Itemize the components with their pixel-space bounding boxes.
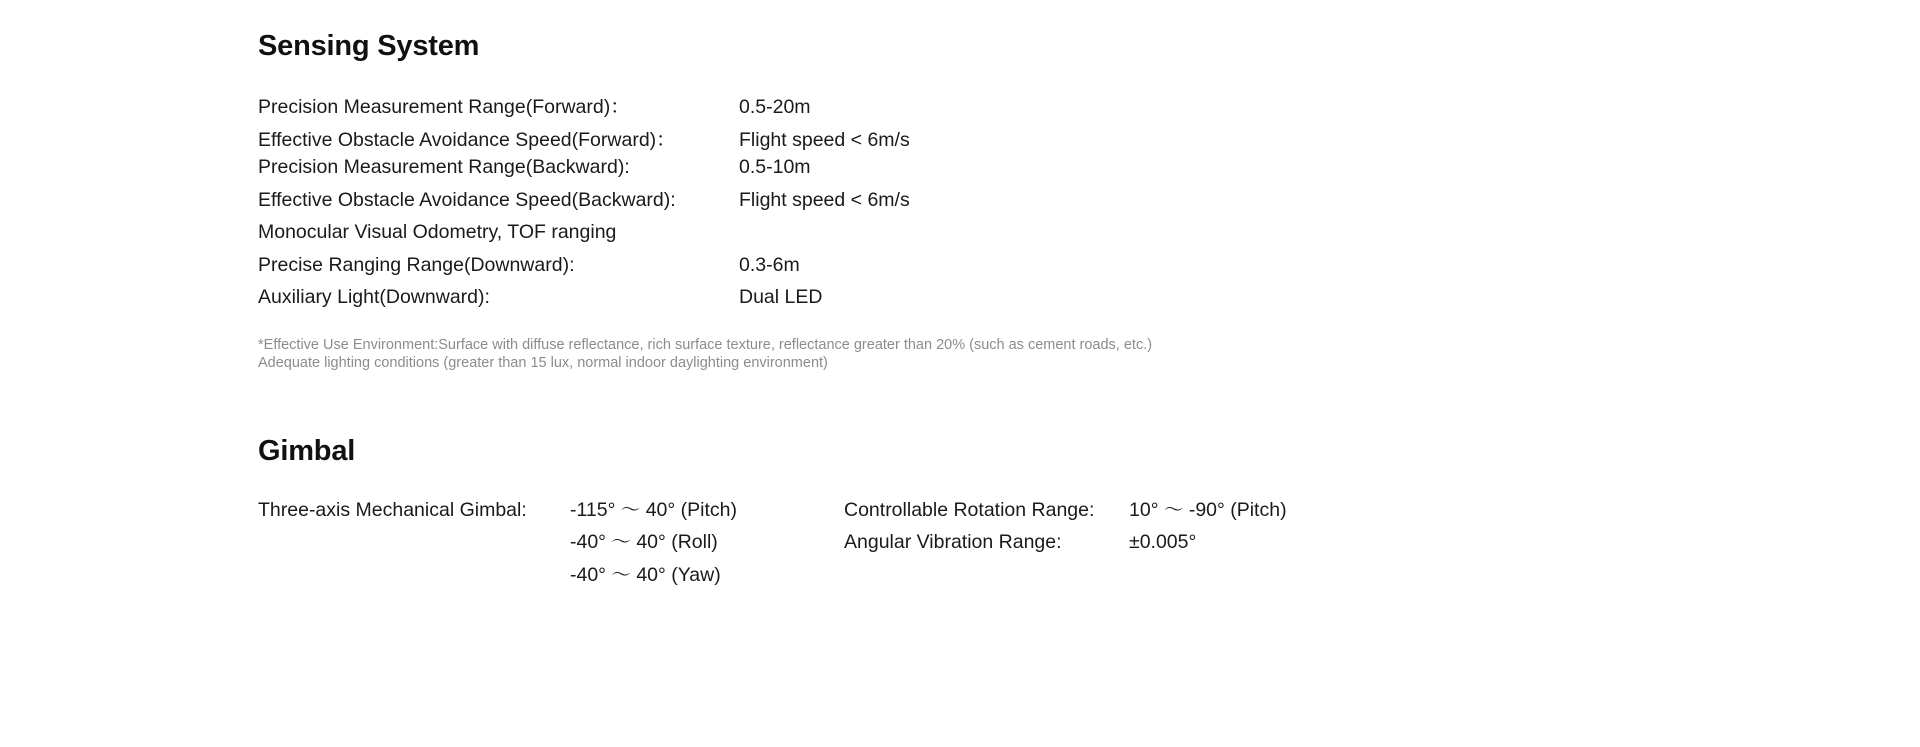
sensing-system-spec-list [258, 91, 1920, 319]
spec-label: Precision Measurement Range(Forward)： [258, 96, 630, 118]
sensing-system-section [258, 30, 1920, 373]
spec-label: Angular Vibration Range: [844, 531, 1062, 553]
spec-label: Auxiliary Light(Downward): [258, 286, 490, 308]
gimbal-section [258, 435, 1920, 592]
spec-row [844, 494, 1287, 527]
spec-value: Flight speed < 6m/s [739, 188, 910, 211]
gimbal-axis-value: -40° ～ 40° (Roll) [570, 531, 718, 553]
gimbal-spec-grid [258, 494, 1920, 592]
spec-row [258, 91, 1920, 124]
spec-row [258, 286, 1920, 319]
spec-row [258, 189, 1920, 222]
spec-label: Precision Measurement Range(Backward): [258, 156, 630, 178]
spec-label: Effective Obstacle Avoidance Speed(Forward)： [258, 128, 676, 151]
sensing-system-footnotes [258, 336, 1920, 373]
spec-label: Effective Obstacle Avoidance Speed(Backward): [258, 188, 676, 211]
spec-row [258, 254, 1920, 287]
spec-value: 0.5-10m [739, 156, 811, 178]
spec-value: Flight speed < 6m/s [739, 128, 910, 151]
spec-value: Dual LED [739, 286, 823, 308]
gimbal-axis-value: -115° ～ 40° (Pitch) [570, 498, 737, 521]
spec-value: 10° ～ -90° (Pitch) [1129, 498, 1287, 521]
gimbal-axis-list [570, 494, 737, 592]
footnote-line: *Effective Use Environment:Surface with diffuse reflectance, rich surface texture, reflectance greater than 20% (such as cement roads, etc.) [258, 336, 1153, 353]
gimbal-rotation-column [844, 494, 1287, 559]
spec-row [258, 156, 1920, 189]
gimbal-axis-value: -40° ～ 40° (Yaw) [570, 563, 721, 586]
sensing-system-title: Sensing System [258, 30, 480, 62]
spec-label: Controllable Rotation Range: [844, 498, 1095, 521]
spec-row [844, 526, 1287, 559]
gimbal-title: Gimbal [258, 434, 356, 467]
gimbal-mechanical-column [258, 494, 844, 592]
spec-row [258, 124, 1920, 157]
spec-label: Precise Ranging Range(Downward): [258, 253, 575, 276]
spec-label: Monocular Visual Odometry, TOF ranging [258, 221, 617, 243]
spec-value: ±0.005° [1129, 531, 1197, 553]
footnote-line: Adequate lighting conditions (greater than 15 lux, normal indoor daylighting environment) [258, 355, 828, 371]
gimbal-mechanical-row [258, 494, 844, 592]
gimbal-mechanical-label: Three-axis Mechanical Gimbal: [258, 498, 527, 521]
spec-value: 0.3-6m [739, 253, 800, 276]
spec-value: 0.5-20m [739, 96, 811, 118]
spec-row [258, 221, 1920, 254]
